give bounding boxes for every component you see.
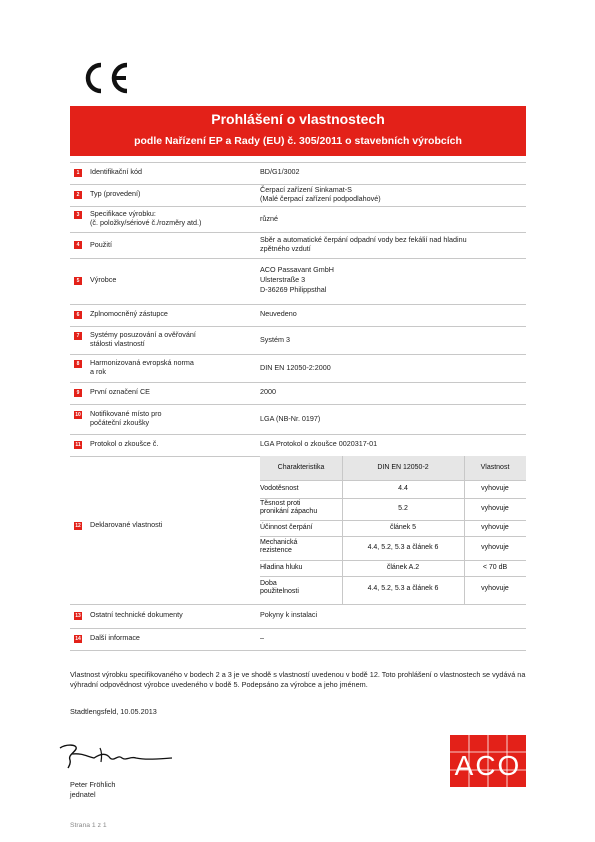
place-and-date: Stadtlengsfeld, 10.05.2013 [70,707,157,716]
row-other-technical-documents [70,604,526,628]
row-type [70,184,526,206]
row-label: Deklarované vlastnosti [90,520,163,529]
row-value: Sběr a automatické čerpání odpadní vody bez fekálií nad hladinu zpětného vzdutí [260,235,467,253]
property-characteristic: Těsnost proti pronikání zápachu [260,500,318,516]
row-additional-information [70,628,526,650]
properties-row [260,480,526,498]
row-value: LGA (NB-Nr. 0197) [260,414,321,423]
row-number-badge: 7 [74,332,82,340]
row-value: DIN EN 12050-2:2000 [260,363,331,372]
row-first-ce-marking [70,382,526,404]
row-number-badge: 13 [75,613,81,619]
row-divider [70,650,526,651]
row-label: Použití [90,240,112,249]
properties-row [260,498,526,520]
row-number-badge: 8 [74,360,82,368]
properties-row [260,576,526,604]
row-value: – [260,633,264,642]
properties-column-divider [464,456,465,604]
property-standard-clause: 4.4 [398,485,408,492]
title-banner [70,106,526,156]
property-result: vyhovuje [481,485,509,492]
property-result: vyhovuje [481,524,509,531]
signature-icon [56,740,176,772]
property-standard-clause: 4.4, 5.2, 5.3 a článek 6 [367,585,439,592]
row-value: ACO Passavant GmbH Ulsterstraße 3 D-36269 Philippsthal [260,265,334,294]
properties-row [260,520,526,536]
row-value: 2000 [260,387,276,396]
row-number-badge: 14 [75,636,81,642]
aco-logo-text: ACO [454,750,522,781]
row-assessment-system [70,326,526,354]
row-usage [70,232,526,258]
property-result: vyhovuje [481,585,509,592]
row-label: Typ (provedení) [90,189,141,198]
properties-column-divider [342,456,343,604]
row-value: Čerpací zařízení Sinkamat-S (Malé čerpací zařízení podpodlahové) [260,185,381,203]
property-standard-clause: 5.2 [398,505,408,512]
properties-row [260,536,526,560]
signer-name: Peter Fröhlich [70,780,116,789]
row-label: Specifikace výrobku: (č. položky/sériové č./rozměry atd.) [90,209,202,227]
properties-table [260,456,526,604]
row-label: Protokol o zkoušce č. [90,439,159,448]
property-standard-clause: článek A.2 [386,564,420,571]
row-manufacturer [70,258,526,304]
row-label: Harmonizovaná evropská norma a rok [90,358,194,376]
row-notified-body [70,404,526,434]
ce-mark-icon [82,60,132,96]
property-characteristic: Mechanická rezistence [260,539,298,555]
document-title: Prohlášení o vlastnostech [211,111,385,127]
row-label: Systémy posuzování a ověřování stálosti vlastností [90,330,196,348]
row-identification-code [70,162,526,184]
row-number-badge: 11 [75,442,81,448]
row-label: Notifikované místo pro počáteční zkoušky [90,409,162,427]
row-number-badge: 3 [74,211,82,219]
properties-header [260,456,526,480]
row-value: BD/G1/3002 [260,167,300,176]
row-label: Zplnomocněný zástupce [90,309,168,318]
property-characteristic: Účinnost čerpání [260,524,313,531]
property-characteristic: Doba použitelnosti [260,580,299,596]
property-result: vyhovuje [481,505,509,512]
row-harmonized-standard [70,354,526,382]
row-value: různé [260,214,278,223]
row-label: První označení CE [90,387,150,396]
property-standard-clause: článek 5 [389,524,417,531]
row-label: Ostatní technické dokumenty [90,610,183,619]
header-characteristic: Charakteristika [277,464,325,471]
row-label: Výrobce [90,275,117,284]
property-result: vyhovuje [481,544,509,551]
row-number-badge: 1 [74,169,82,177]
page-number: Strana 1 z 1 [70,822,107,829]
row-number-badge: 2 [74,191,82,199]
row-number-badge: 4 [74,241,82,249]
row-declared-properties [70,456,526,604]
declaration-statement: Vlastnost výrobku specifikovaného v bodech 2 a 3 je ve shodě s vlastností uvedenou v bodě 12. Toto prohlášení o vlastnostech se vydává na výhradní odpovědnost výrobce uvedeného v bodě 5. Podepsáno za výrobce a jeho jménem. [70,670,526,689]
row-value: Neuvedeno [260,309,297,318]
row-value: Systém 3 [260,335,290,344]
property-standard-clause: 4.4, 5.2, 5.3 a článek 6 [367,544,439,551]
document-subtitle: podle Nařízení EP a Rady (EU) č. 305/2011 o stavebních výrobcích [134,135,462,147]
row-label: Další informace [90,633,140,642]
properties-row [260,560,526,576]
row-label: Identifikační kód [90,167,142,176]
row-number-badge: 6 [74,311,82,319]
row-specification [70,206,526,232]
row-number-badge: 5 [74,277,82,285]
row-value: LGA Protokol o zkoušce 0020317-01 [260,439,378,448]
row-authorized-representative [70,304,526,326]
row-number-badge: 9 [74,389,82,397]
row-test-report [70,434,526,456]
property-result: < 70 dB [482,564,508,571]
signer-role: jednatel [70,790,96,799]
property-characteristic: Hladina hluku [260,564,303,571]
row-number-badge: 12 [75,523,81,529]
row-number-badge: 10 [75,412,81,418]
header-standard: DIN EN 12050-2 [377,464,429,471]
property-characteristic: Vodotěsnost [260,485,299,492]
row-value: Pokyny k instalaci [260,610,318,619]
header-property: Vlastnost [480,464,510,471]
